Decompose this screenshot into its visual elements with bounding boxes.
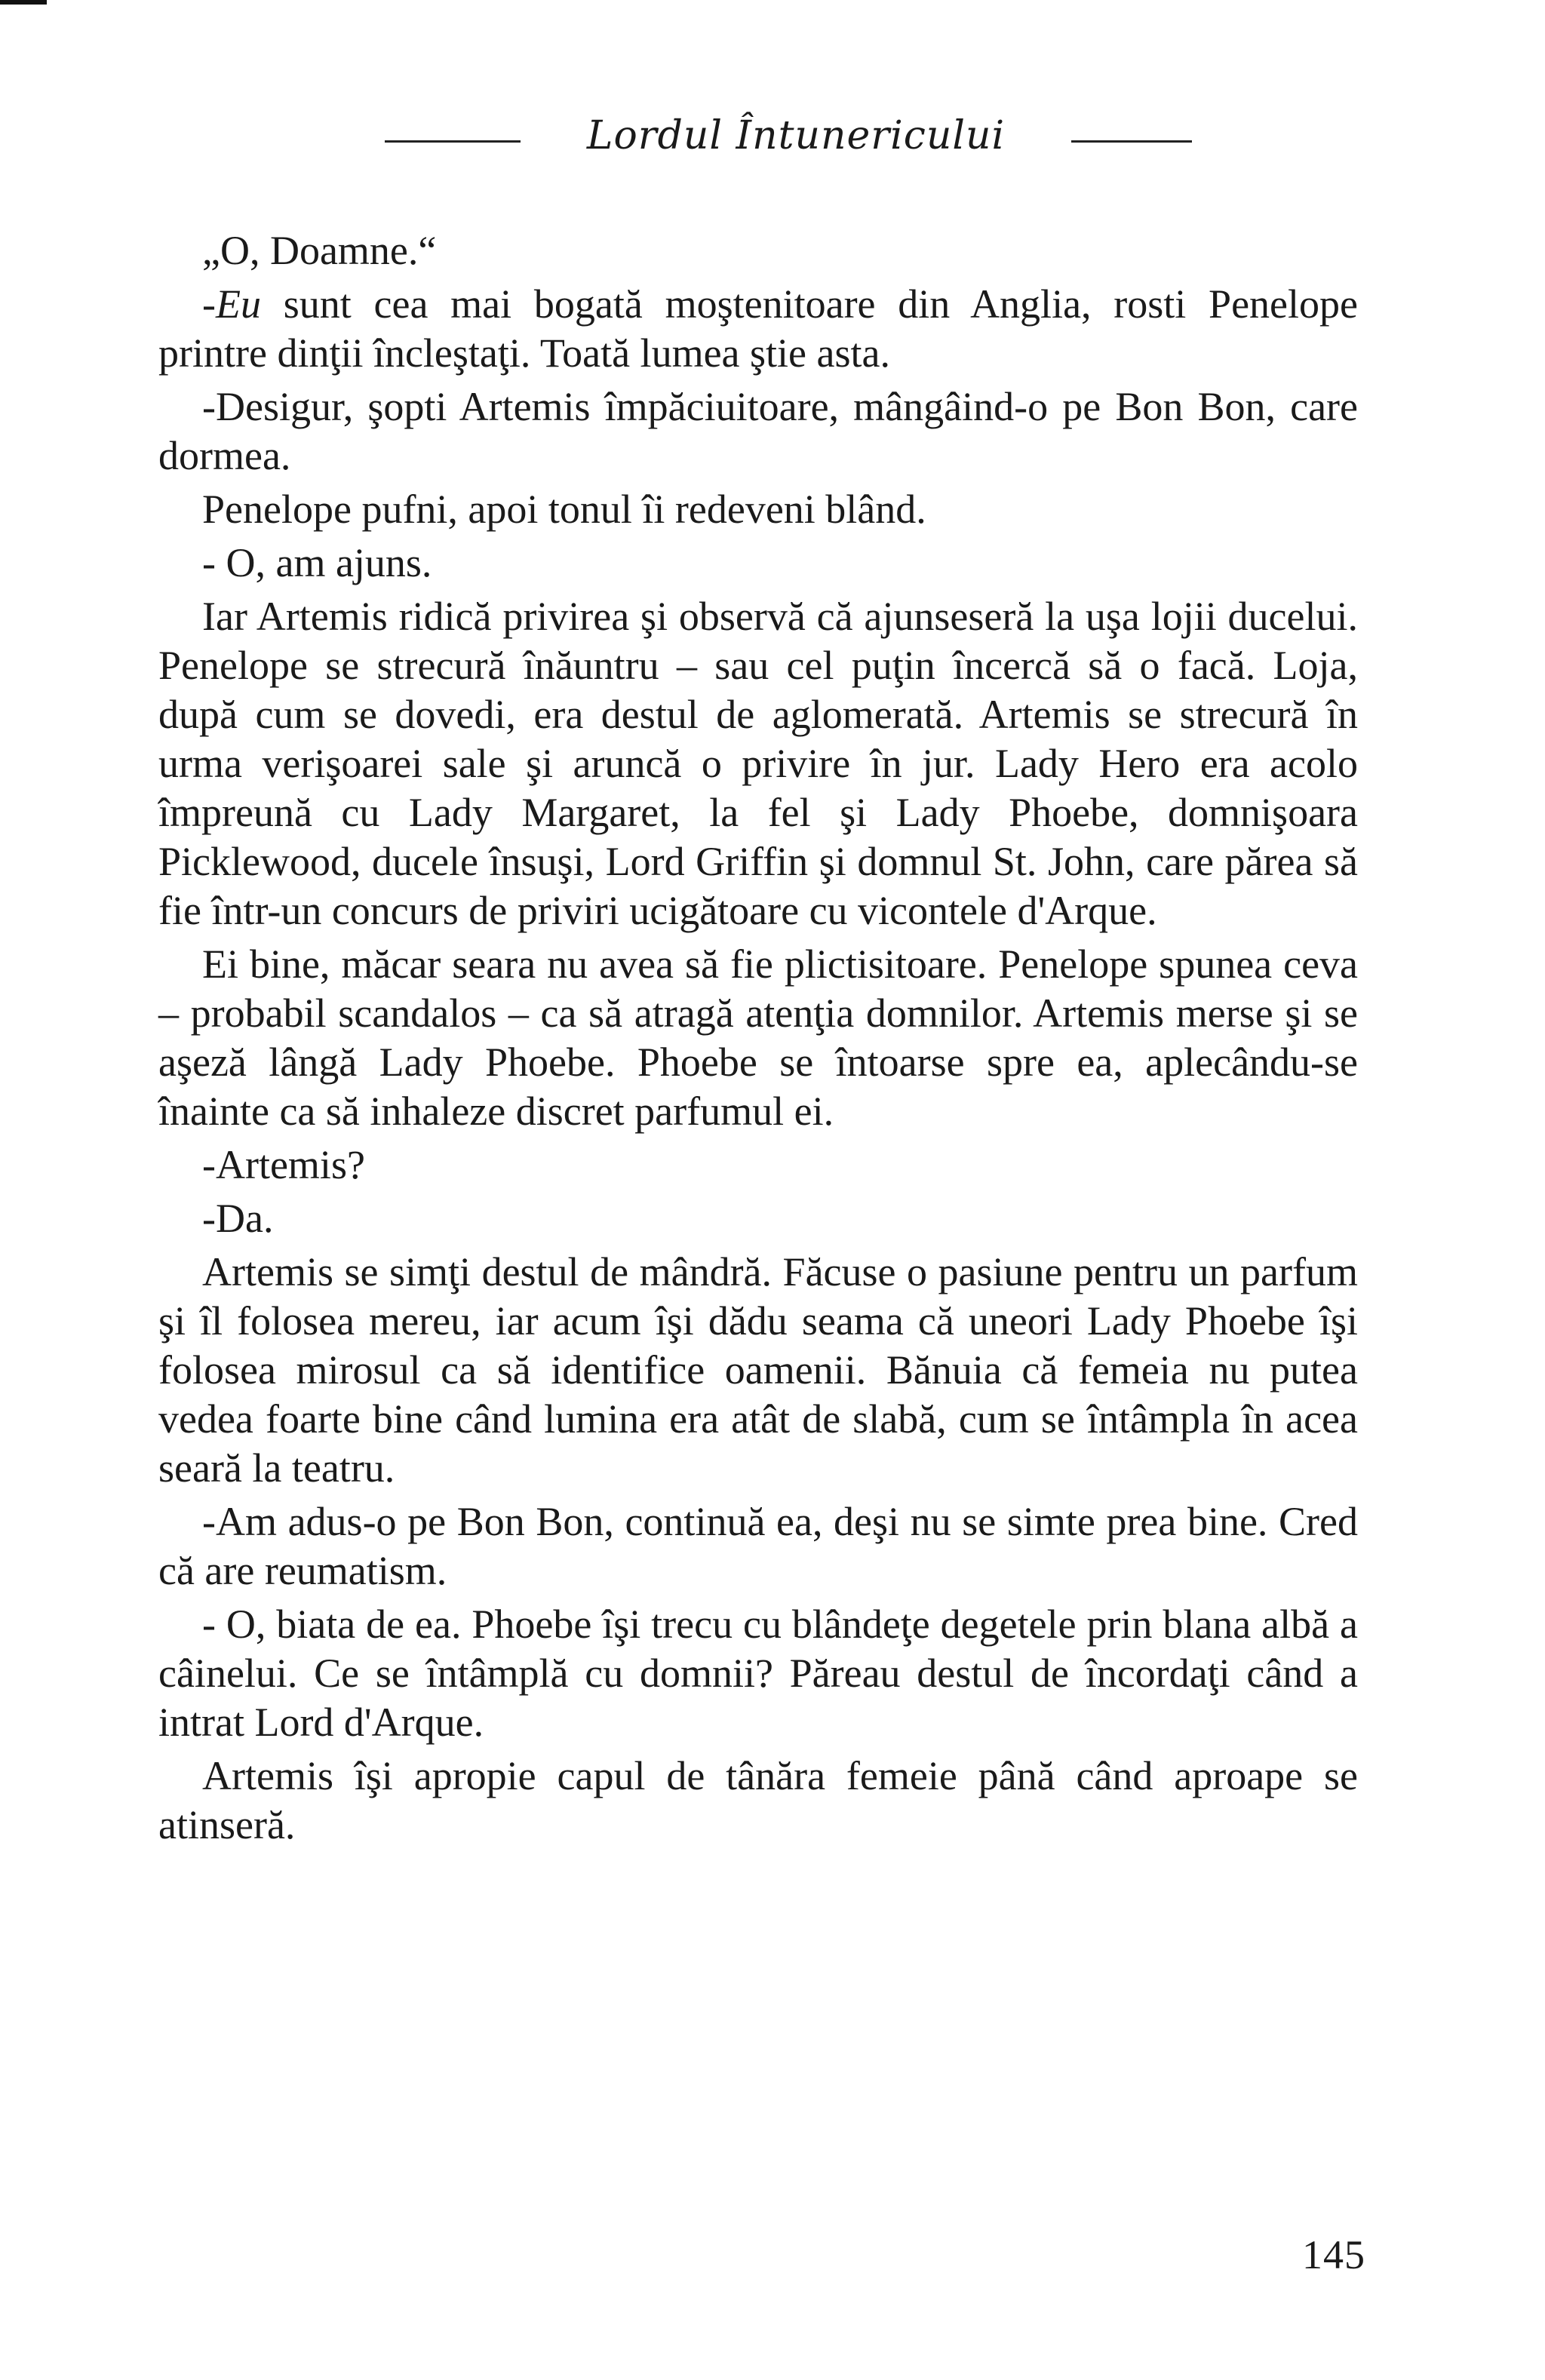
header-rule-left xyxy=(385,140,521,143)
header-rule-right xyxy=(1071,140,1192,143)
paragraph xyxy=(158,1194,1358,1243)
paragraph xyxy=(158,1141,1358,1190)
paragraph-text: -Desigur, şopti Artemis împăciuitoare, mângâind-o pe Bon Bon, care dormea. xyxy=(158,384,1358,478)
paragraph-text: sunt cea mai bogată moştenitoare din Anglia, rosti Penelope printre dinţii încleştaţi. Toată lumea ştie asta. xyxy=(158,281,1358,376)
paragraph xyxy=(158,1752,1358,1850)
paragraph xyxy=(158,1497,1358,1595)
paragraph-text: Penelope pufni, apoi tonul îi redeveni blând. xyxy=(202,487,926,532)
paragraph-text: -Am adus-o pe Bon Bon, continuă ea, deşi nu se simte prea bine. Cred că are reumatism. xyxy=(158,1499,1358,1593)
page-number: 145 xyxy=(1302,2232,1365,2277)
paragraph-text: Artemis îşi apropie capul de tânăra femeie până când aproape se atinseră. xyxy=(158,1753,1358,1847)
paragraph-text: Iar Artemis ridică privirea şi observă că ajunseseră la uşa lojii ducelui. Penelope se strecură înăuntru – sau cel puţin încercă să o facă. Loja, după cum se dovedi, era destul de aglomerată. Artemis se strecură în urma verişoarei sale şi aruncă o privire în jur. Lady Hero era acolo împreună cu Lady Margaret, la fel şi Lady Phoebe, domnişoara Picklewood, ducele însuşi, Lord Griffin şi domnul St. John, care părea să fie într-un concurs de priviri ucigătoare cu vicontele d'Arque. xyxy=(158,594,1358,933)
running-header xyxy=(0,106,1545,166)
paragraph xyxy=(158,592,1358,935)
paragraph-text: Ei bine, măcar seara nu avea să fie plictisitoare. Penelope spunea ceva – probabil scandalos – ca să atragă atenţia domnilor. Artemis merse şi se aşeză lângă Lady Phoebe. Phoebe se întoarse spre ea, aplecându-se înainte ca să inhaleze discret parfumul ei. xyxy=(158,941,1358,1134)
paragraph xyxy=(158,1600,1358,1747)
paragraph-text: - O, am ajuns. xyxy=(202,540,432,585)
paragraph xyxy=(158,940,1358,1136)
paragraph xyxy=(158,539,1358,588)
paragraph xyxy=(158,280,1358,378)
paragraph-text: „O, Doamne.“ xyxy=(202,228,437,273)
paragraph-text: -Artemis? xyxy=(202,1142,365,1187)
paragraph xyxy=(158,1248,1358,1493)
paragraph xyxy=(158,226,1358,275)
paragraph-text: - O, biata de ea. Phoebe îşi trecu cu blândeţe degetele prin blana albă a câinelui. Ce se întâmplă cu domnii? Păreau destul de încordaţi când a intrat Lord d'Arque. xyxy=(158,1602,1358,1745)
dialogue-dash: - xyxy=(202,281,216,327)
paragraph-text: -Da. xyxy=(202,1196,274,1241)
paragraph xyxy=(158,382,1358,481)
paragraph xyxy=(158,485,1358,534)
body-text xyxy=(158,226,1358,1854)
scan-corner-mark xyxy=(0,0,47,5)
paragraph-text: Artemis se simţi destul de mândră. Făcuse o pasiune pentru un parfum şi îl folosea mereu, iar acum îşi dădu seama că uneori Lady Phoebe îşi folosea mirosul ca să identifice oamenii. Bănuia că femeia nu putea vedea foarte bine când lumina era atât de slabă, cum se întâmpla în acea seară la teatru. xyxy=(158,1249,1358,1491)
running-title: Lordul Întunericului xyxy=(586,113,1006,158)
emphasized-word: Eu xyxy=(215,281,261,327)
